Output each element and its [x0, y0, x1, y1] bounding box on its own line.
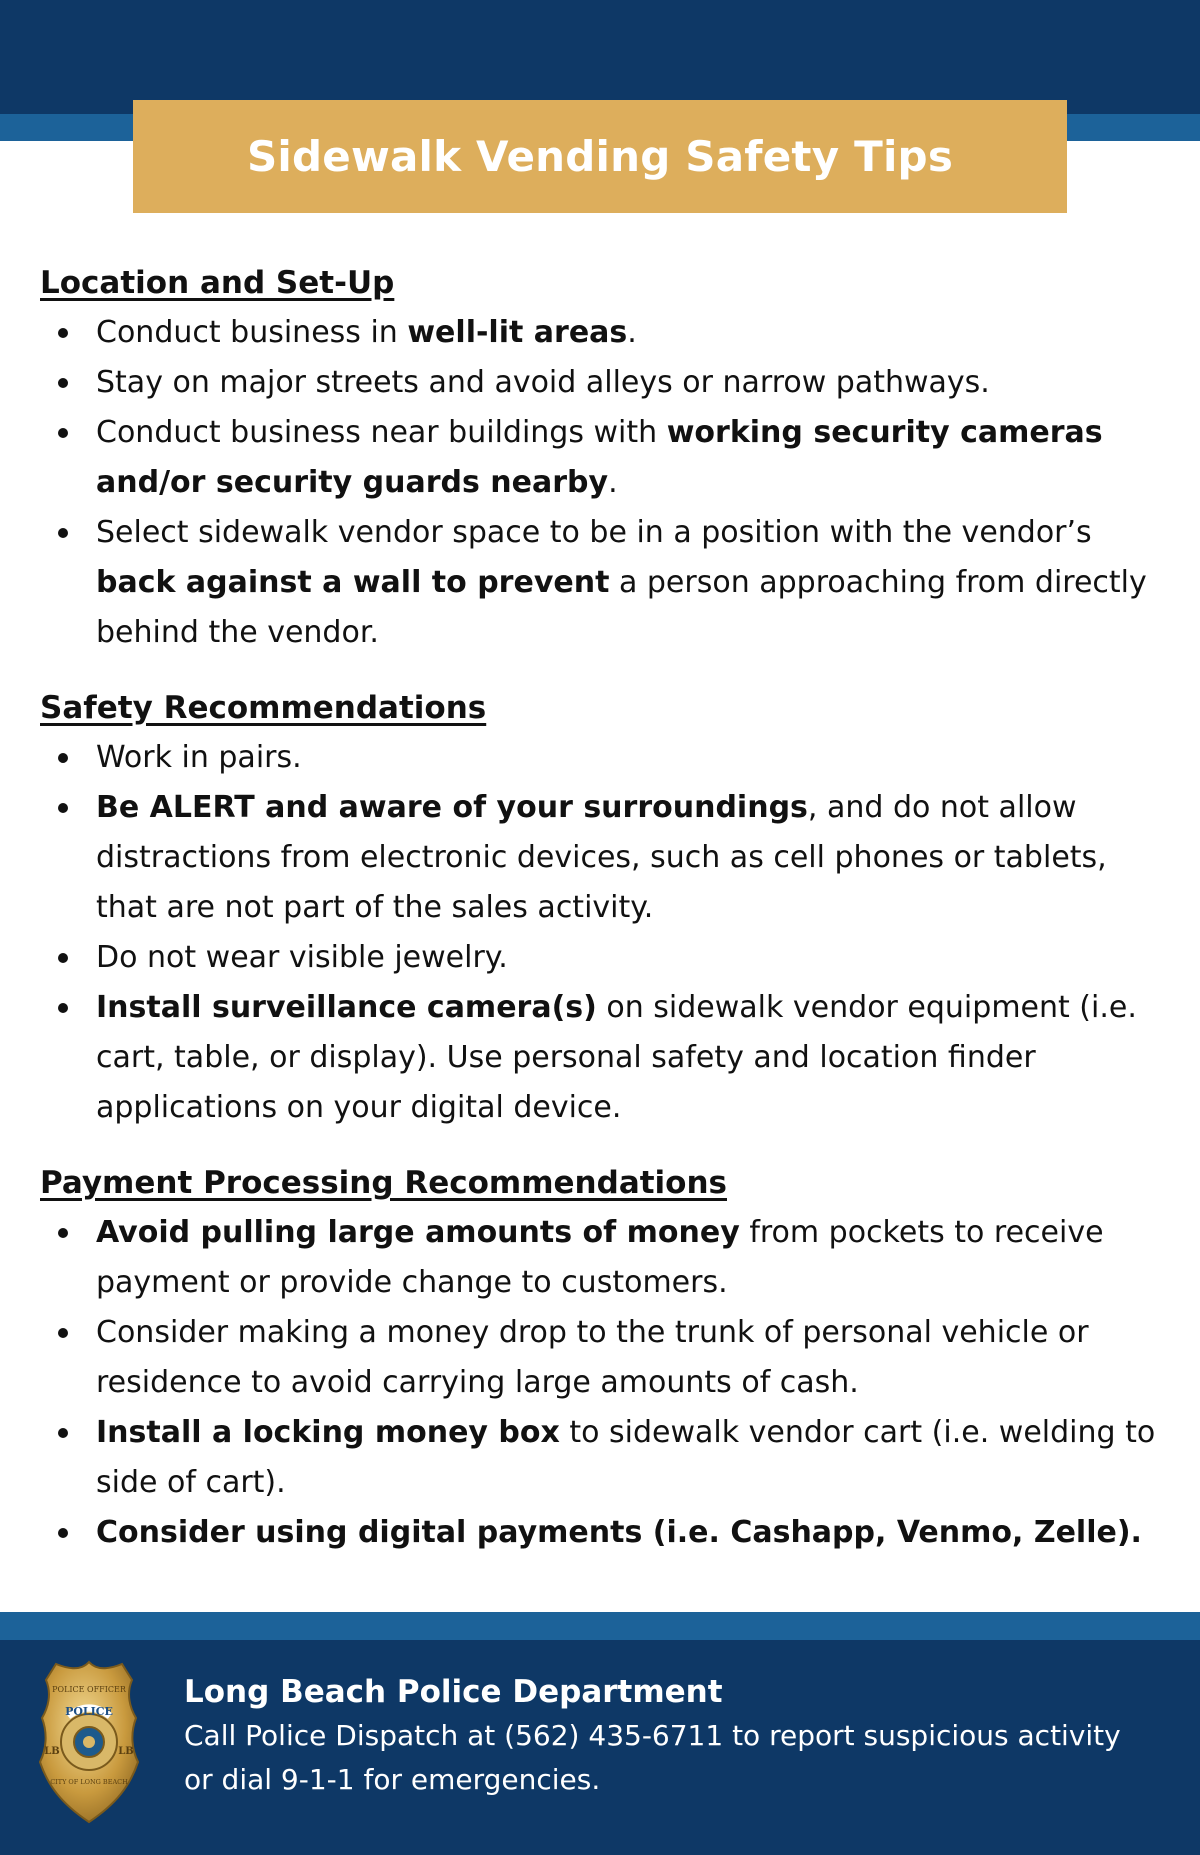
police-badge-icon	[38, 1658, 140, 1826]
bullet-icon	[58, 1328, 68, 1338]
bullet-icon	[58, 753, 68, 763]
title-banner	[133, 100, 1067, 213]
emphasis-text: back against a wall to prevent	[96, 565, 610, 600]
emphasis-text: working security cameras and/or security guards nearby	[96, 415, 1103, 500]
list-item	[40, 733, 1170, 783]
item-text: .	[608, 465, 618, 500]
footer-contact-line-2: or dial 9-1-1 for emergencies.	[184, 1763, 601, 1796]
footer-stripe	[0, 1612, 1200, 1640]
item-text: Consider making a money drop to the trunk of personal vehicle or residence to avoid carrying large amounts of cash.	[96, 1315, 1089, 1400]
item-text: on sidewalk vendor equipment (i.e. cart, table, or display). Use personal safety and location finder applications on your digital device.	[96, 990, 1137, 1125]
emphasis-text: Be ALERT and aware of your surroundings	[96, 790, 808, 825]
item-text: Do not wear visible jewelry.	[96, 940, 508, 975]
section-heading: Payment Processing Recommendations	[40, 1165, 727, 1201]
section-safety-recommendations	[40, 683, 1170, 1133]
content	[40, 258, 1170, 1583]
footer-text	[184, 1670, 1164, 1802]
bullet-icon	[58, 953, 68, 963]
section-heading: Location and Set-Up	[40, 265, 395, 301]
footer-organization: Long Beach Police Department	[184, 1674, 723, 1710]
item-text: a person approaching from directly behind the vendor.	[96, 565, 1147, 650]
bullet-list	[40, 1208, 1170, 1558]
item-text: to sidewalk vendor cart (i.e. welding to side of cart).	[96, 1415, 1156, 1500]
header-band	[0, 0, 1200, 114]
list-item	[40, 408, 1170, 508]
list-item	[40, 933, 1170, 983]
bullet-icon	[58, 1003, 68, 1013]
section-heading: Safety Recommendations	[40, 690, 487, 726]
section-payment-processing	[40, 1158, 1170, 1558]
list-item	[40, 983, 1170, 1133]
list-item	[40, 508, 1170, 658]
item-text: Conduct business in	[96, 315, 408, 350]
emphasis-text: Avoid pulling large amounts of money	[96, 1215, 740, 1250]
badge-text-left: LB	[44, 1746, 60, 1757]
item-text: Work in pairs.	[96, 740, 302, 775]
footer-contact-line-1: Call Police Dispatch at (562) 435-6711 to report suspicious activity	[184, 1719, 1121, 1752]
badge-text-bottom: CITY OF LONG BEACH	[50, 1778, 128, 1786]
page-title: Sidewalk Vending Safety Tips	[246, 132, 954, 181]
bullet-icon	[58, 378, 68, 388]
item-text: from pockets to receive payment or provide change to customers.	[96, 1215, 1104, 1300]
list-item	[40, 308, 1170, 358]
emphasis-text: Consider using digital payments (i.e. Cashapp, Venmo, Zelle).	[96, 1515, 1142, 1550]
bullet-icon	[58, 1428, 68, 1438]
item-text: Conduct business near buildings with	[96, 415, 667, 450]
bullet-icon	[58, 803, 68, 813]
bullet-icon	[58, 328, 68, 338]
item-text: , and do not allow distractions from electronic devices, such as cell phones or tablets, that are not part of the sales activity.	[96, 790, 1107, 925]
bullet-icon	[58, 1228, 68, 1238]
bullet-list	[40, 733, 1170, 1133]
badge-text-middle: POLICE	[65, 1705, 113, 1718]
list-item	[40, 1308, 1170, 1408]
bullet-icon	[58, 428, 68, 438]
emphasis-text: Install a locking money box	[96, 1415, 560, 1450]
item-text: .	[627, 315, 637, 350]
badge-text-top: POLICE OFFICER	[52, 1685, 126, 1694]
bullet-icon	[58, 1528, 68, 1538]
bullet-list	[40, 308, 1170, 658]
list-item	[40, 1408, 1170, 1508]
section-location-setup	[40, 258, 1170, 658]
emphasis-text: well-lit areas	[407, 315, 628, 350]
list-item	[40, 1208, 1170, 1308]
footer	[0, 1640, 1200, 1855]
item-text: Stay on major streets and avoid alleys or narrow pathways.	[96, 365, 990, 400]
emphasis-text: Install surveillance camera(s)	[96, 990, 597, 1025]
list-item	[40, 1508, 1170, 1558]
bullet-icon	[58, 528, 68, 538]
list-item	[40, 358, 1170, 408]
list-item	[40, 783, 1170, 933]
item-text: Select sidewalk vendor space to be in a position with the vendor’s	[96, 515, 1092, 550]
badge-text-right: LB	[118, 1746, 134, 1757]
